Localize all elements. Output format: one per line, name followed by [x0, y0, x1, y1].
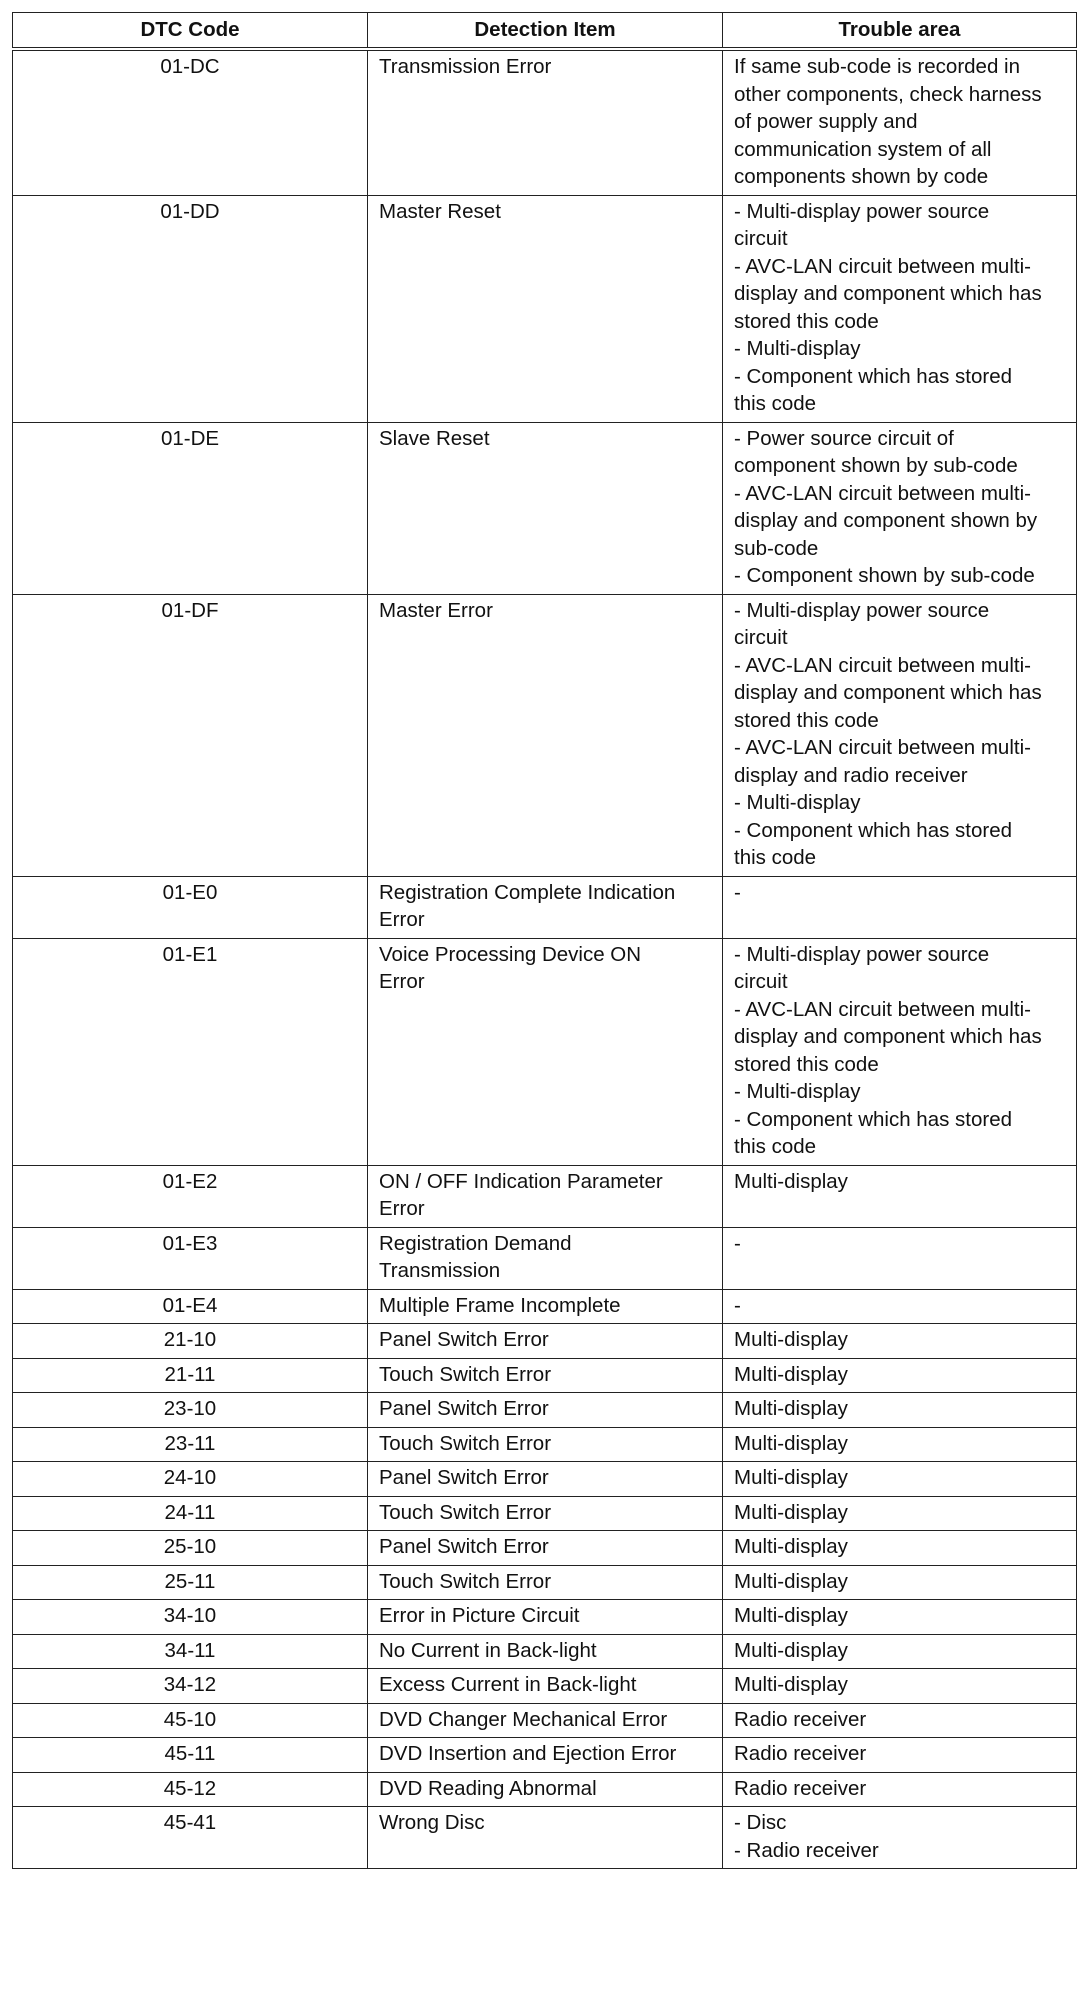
detection-item-cell: Voice Processing Device ON Error	[368, 938, 723, 1165]
detection-item-cell: Panel Switch Error	[368, 1462, 723, 1497]
trouble-area-cell: Radio receiver	[723, 1738, 1077, 1773]
header-trouble-area: Trouble area	[723, 13, 1077, 50]
table-row	[13, 1634, 1077, 1669]
detection-item-cell: Panel Switch Error	[368, 1393, 723, 1428]
detection-item-cell: Error in Picture Circuit	[368, 1600, 723, 1635]
dtc-code-cell: 45-11	[13, 1738, 368, 1773]
table-row	[13, 1703, 1077, 1738]
trouble-area-cell: -	[723, 1289, 1077, 1324]
detection-item-cell: Registration Demand Transmission	[368, 1227, 723, 1289]
trouble-area-cell: - Multi-display power source circuit - AVC-LAN circuit between multi- display and component which has stored this code - AVC-LAN circuit between multi- display and radio receiver - Multi-display - Component which has stored this code	[723, 594, 1077, 876]
dtc-code-cell: 01-E1	[13, 938, 368, 1165]
dtc-code-cell: 45-12	[13, 1772, 368, 1807]
dtc-table	[12, 12, 1077, 1869]
detection-item-cell: Touch Switch Error	[368, 1358, 723, 1393]
table-row	[13, 1427, 1077, 1462]
trouble-area-cell: - Multi-display power source circuit - AVC-LAN circuit between multi- display and component which has stored this code - Multi-display - Component which has stored this code	[723, 938, 1077, 1165]
dtc-code-cell: 21-10	[13, 1324, 368, 1359]
table-row	[13, 1496, 1077, 1531]
table-row	[13, 1600, 1077, 1635]
trouble-area-cell: - Multi-display power source circuit - AVC-LAN circuit between multi- display and component which has stored this code - Multi-display - Component which has stored this code	[723, 195, 1077, 422]
trouble-area-cell: Multi-display	[723, 1531, 1077, 1566]
table-row	[13, 1565, 1077, 1600]
table-row	[13, 1324, 1077, 1359]
dtc-code-cell: 01-DE	[13, 422, 368, 594]
detection-item-cell: Master Error	[368, 594, 723, 876]
trouble-area-cell: Multi-display	[723, 1634, 1077, 1669]
dtc-code-cell: 45-10	[13, 1703, 368, 1738]
detection-item-cell: Registration Complete Indication Error	[368, 876, 723, 938]
dtc-code-cell: 01-E4	[13, 1289, 368, 1324]
dtc-code-cell: 01-DD	[13, 195, 368, 422]
detection-item-cell: Touch Switch Error	[368, 1427, 723, 1462]
table-row	[13, 938, 1077, 1165]
trouble-area-cell: Multi-display	[723, 1496, 1077, 1531]
dtc-code-cell: 25-10	[13, 1531, 368, 1566]
detection-item-cell: DVD Changer Mechanical Error	[368, 1703, 723, 1738]
dtc-code-cell: 01-E2	[13, 1165, 368, 1227]
trouble-area-cell: Radio receiver	[723, 1703, 1077, 1738]
detection-item-cell: ON / OFF Indication Parameter Error	[368, 1165, 723, 1227]
trouble-area-cell: -	[723, 876, 1077, 938]
dtc-code-cell: 23-10	[13, 1393, 368, 1428]
detection-item-cell: DVD Insertion and Ejection Error	[368, 1738, 723, 1773]
trouble-area-cell: Multi-display	[723, 1600, 1077, 1635]
dtc-code-cell: 01-DC	[13, 49, 368, 195]
dtc-code-cell: 01-DF	[13, 594, 368, 876]
dtc-code-cell: 34-10	[13, 1600, 368, 1635]
detection-item-cell: No Current in Back-light	[368, 1634, 723, 1669]
dtc-code-cell: 34-12	[13, 1669, 368, 1704]
trouble-area-cell: Multi-display	[723, 1565, 1077, 1600]
header-row	[13, 13, 1077, 50]
detection-item-cell: Slave Reset	[368, 422, 723, 594]
detection-item-cell: Panel Switch Error	[368, 1531, 723, 1566]
header-dtc-code: DTC Code	[13, 13, 368, 50]
table-row	[13, 1358, 1077, 1393]
trouble-area-cell: Multi-display	[723, 1165, 1077, 1227]
table-row	[13, 876, 1077, 938]
table-row	[13, 49, 1077, 195]
trouble-area-cell: Multi-display	[723, 1393, 1077, 1428]
dtc-code-cell: 24-11	[13, 1496, 368, 1531]
detection-item-cell: Touch Switch Error	[368, 1565, 723, 1600]
detection-item-cell: Touch Switch Error	[368, 1496, 723, 1531]
table-row	[13, 1669, 1077, 1704]
dtc-code-cell: 24-10	[13, 1462, 368, 1497]
table-row	[13, 1531, 1077, 1566]
trouble-area-cell: - Power source circuit of component shown by sub-code - AVC-LAN circuit between multi- display and component shown by sub-code - Component shown by sub-code	[723, 422, 1077, 594]
table-row	[13, 1738, 1077, 1773]
trouble-area-cell: If same sub-code is recorded in other components, check harness of power supply and communication system of all components shown by code	[723, 49, 1077, 195]
dtc-table-header	[13, 13, 1077, 50]
trouble-area-cell: Multi-display	[723, 1427, 1077, 1462]
dtc-document-page	[12, 12, 1076, 1869]
dtc-code-cell: 01-E3	[13, 1227, 368, 1289]
table-row	[13, 195, 1077, 422]
table-row	[13, 1807, 1077, 1869]
table-row	[13, 1289, 1077, 1324]
dtc-code-cell: 21-11	[13, 1358, 368, 1393]
detection-item-cell: DVD Reading Abnormal	[368, 1772, 723, 1807]
trouble-area-cell: Radio receiver	[723, 1772, 1077, 1807]
table-row	[13, 1772, 1077, 1807]
dtc-code-cell: 23-11	[13, 1427, 368, 1462]
dtc-code-cell: 45-41	[13, 1807, 368, 1869]
dtc-code-cell: 25-11	[13, 1565, 368, 1600]
dtc-table-body	[13, 49, 1077, 1869]
trouble-area-cell: Multi-display	[723, 1669, 1077, 1704]
trouble-area-cell: - Disc - Radio receiver	[723, 1807, 1077, 1869]
dtc-code-cell: 34-11	[13, 1634, 368, 1669]
table-row	[13, 1462, 1077, 1497]
table-row	[13, 1165, 1077, 1227]
table-row	[13, 594, 1077, 876]
detection-item-cell: Panel Switch Error	[368, 1324, 723, 1359]
header-detection-item: Detection Item	[368, 13, 723, 50]
table-row	[13, 1393, 1077, 1428]
dtc-code-cell: 01-E0	[13, 876, 368, 938]
trouble-area-cell: Multi-display	[723, 1462, 1077, 1497]
trouble-area-cell: Multi-display	[723, 1324, 1077, 1359]
trouble-area-cell: Multi-display	[723, 1358, 1077, 1393]
trouble-area-cell: -	[723, 1227, 1077, 1289]
detection-item-cell: Transmission Error	[368, 49, 723, 195]
detection-item-cell: Multiple Frame Incomplete	[368, 1289, 723, 1324]
detection-item-cell: Master Reset	[368, 195, 723, 422]
table-row	[13, 422, 1077, 594]
detection-item-cell: Wrong Disc	[368, 1807, 723, 1869]
table-row	[13, 1227, 1077, 1289]
detection-item-cell: Excess Current in Back-light	[368, 1669, 723, 1704]
